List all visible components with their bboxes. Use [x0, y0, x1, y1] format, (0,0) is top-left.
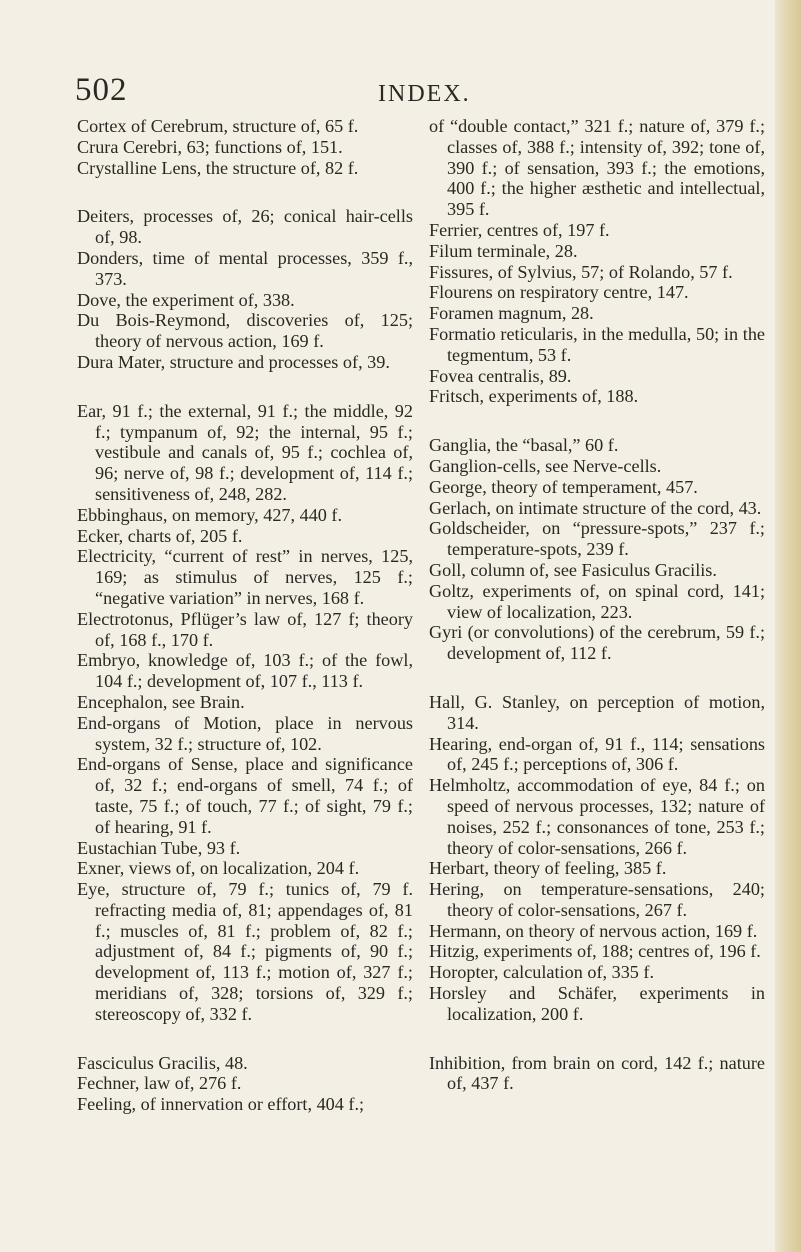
- index-entry: Ferrier, centres of, 197 f.: [429, 219, 610, 240]
- index-entry: Gyri (or convolutions) of the cerebrum, 59 f.; development of, 112 f.: [429, 622, 765, 664]
- index-entry: Goldscheider, on “pressure-spots,” 237 f.; temperature-spots, 239 f.: [429, 518, 765, 560]
- index-entry: Encephalon, see Brain.: [77, 691, 245, 712]
- running-head-title: INDEX.: [378, 81, 471, 107]
- index-entry: Ear, 91 f.; the external, 91 f.; the middle, 92 f.; tympanum of, 92; the internal, 95 f.; vestibule and canals of, 95 f.; cochlea of, 96; nerve of, 98 f.; development of, 114 f.; sensitiveness of, 248, 282.: [77, 400, 413, 504]
- index-entry: Filum terminale, 28.: [429, 240, 578, 261]
- index-entry: Herbart, theory of feeling, 385 f.: [429, 858, 667, 879]
- index-entry: Helmholtz, accommodation of eye, 84 f.; on speed of nervous processes, 132; nature of noises, 252 f.; consonances of tone, 253 f.; theory of color-sensations, 266 f.: [429, 775, 765, 858]
- index-entry: Foramen magnum, 28.: [429, 303, 594, 324]
- index-entry: Eustachian Tube, 93 f.: [77, 837, 241, 858]
- index-entry: Dura Mater, structure and processes of, 39.: [77, 351, 390, 372]
- index-entry: Ganglion-cells, see Nerve-cells.: [429, 455, 662, 476]
- index-entry: Hitzig, experiments of, 188; centres of, 196 f.: [429, 941, 761, 962]
- index-entry: Du Bois-Reymond, discoveries of, 125; theory of nervous action, 169 f.: [77, 310, 413, 352]
- index-entry: George, theory of temperament, 457.: [429, 476, 698, 497]
- index-entry: Fechner, law of, 276 f.: [77, 1073, 242, 1094]
- index-entry: Cortex of Cerebrum, structure of, 65 f.: [77, 116, 359, 136]
- index-entry: Fissures, of Sylvius, 57; of Rolando, 57 f.: [429, 261, 733, 282]
- index-entry: End-organs of Sense, place and significance of, 32 f.; end-organs of smell, 74 f.; of taste, 75 f.; of touch, 77 f.; of sight, 79 f.; of hearing, 91 f.: [77, 754, 413, 837]
- index-entry: Fasciculus Gracilis, 48.: [77, 1052, 248, 1073]
- index-entry: Goll, column of, see Fasiculus Gracilis.: [429, 559, 717, 580]
- index-entry: Hering, on temperature-sensations, 240; theory of color-sensations, 267 f.: [429, 879, 765, 920]
- index-entry: Hall, G. Stanley, on perception of motion, 314.: [429, 691, 765, 733]
- index-entry: Goltz, experiments of, on spinal cord, 141; view of localization, 223.: [429, 580, 765, 622]
- index-entry: Horsley and Schäfer, experiments in localization, 200 f.: [429, 983, 765, 1024]
- index-entry: Exner, views of, on localization, 204 f.: [77, 858, 360, 879]
- index-entry: End-organs of Motion, place in nervous system, 32 f.; structure of, 102.: [77, 712, 413, 754]
- index-entry: Fritsch, experiments of, 188.: [429, 386, 639, 407]
- index-entry: Crystalline Lens, the structure of, 82 f.: [77, 157, 359, 178]
- index-entry: Dove, the experiment of, 338.: [77, 289, 295, 310]
- index-entry: Fovea centralis, 89.: [429, 365, 572, 386]
- index-entry: Eye, structure of, 79 f.; tunics of, 79 f. refracting media of, 81; appendages of, 81 f.; muscles of, 81 f.; problem of, 82 f.; adjustment of, 84 f.; pigments of, 90 f.; development of, 113 f.; motion of, 327 f.; meridians of, 328; torsions of, 329 f.; stereoscopy of, 332 f.: [77, 879, 413, 1024]
- index-entry: Crura Cerebri, 63; functions of, 151.: [77, 136, 343, 157]
- index-entry: Deiters, processes of, 26; conical hair-cells of, 98.: [77, 206, 413, 248]
- index-entry: of “double contact,” 321 f.; nature of, 379 f.; classes of, 388 f.; intensity of, 392; tone of, 390 f.; of sensation, 393 f.; the emotions, 400 f.; the higher æsthetic and intellectual, 395 f.: [429, 116, 765, 220]
- index-entry: Inhibition, from brain on cord, 142 f.; nature of, 437 f.: [429, 1052, 765, 1094]
- index-entry: Ebbinghaus, on memory, 427, 440 f.: [77, 504, 343, 525]
- index-entry: Electricity, “current of rest” in nerves, 125, 169; as stimulus of nerves, 125 f.; “negative variation” in nerves, 168 f.: [77, 546, 413, 608]
- index-entry: Hermann, on theory of nervous action, 169 f.: [429, 920, 758, 941]
- page-number: 502: [75, 72, 128, 108]
- page-edge-shadow: [775, 0, 801, 1252]
- index-entry: Hearing, end-organ of, 91 f., 114; sensations of, 245 f.; perceptions of, 306 f.: [429, 733, 765, 775]
- index-entry: Electrotonus, Pflüger’s law of, 127 f; theory of, 168 f., 170 f.: [77, 608, 413, 650]
- index-entry: Formatio reticularis, in the medulla, 50; in the tegmentum, 53 f.: [429, 323, 765, 365]
- index-column-right: [429, 116, 765, 1094]
- index-entry: Horopter, calculation of, 335 f.: [429, 962, 655, 983]
- index-entry: Embryo, knowledge of, 103 f.; of the fowl, 104 f.; development of, 107 f., 113 f.: [77, 650, 413, 692]
- index-entry: Feeling, of innervation or effort, 404 f.;: [77, 1094, 365, 1115]
- index-entry: Flourens on respiratory centre, 147.: [429, 282, 689, 303]
- index-entry: Gerlach, on intimate structure of the cord, 43.: [429, 497, 762, 518]
- index-entry: Ganglia, the “basal,” 60 f.: [429, 435, 619, 456]
- index-entry: Donders, time of mental processes, 359 f., 373.: [77, 247, 413, 289]
- index-column-left: [77, 116, 413, 1115]
- index-entry: Ecker, charts of, 205 f.: [77, 525, 243, 546]
